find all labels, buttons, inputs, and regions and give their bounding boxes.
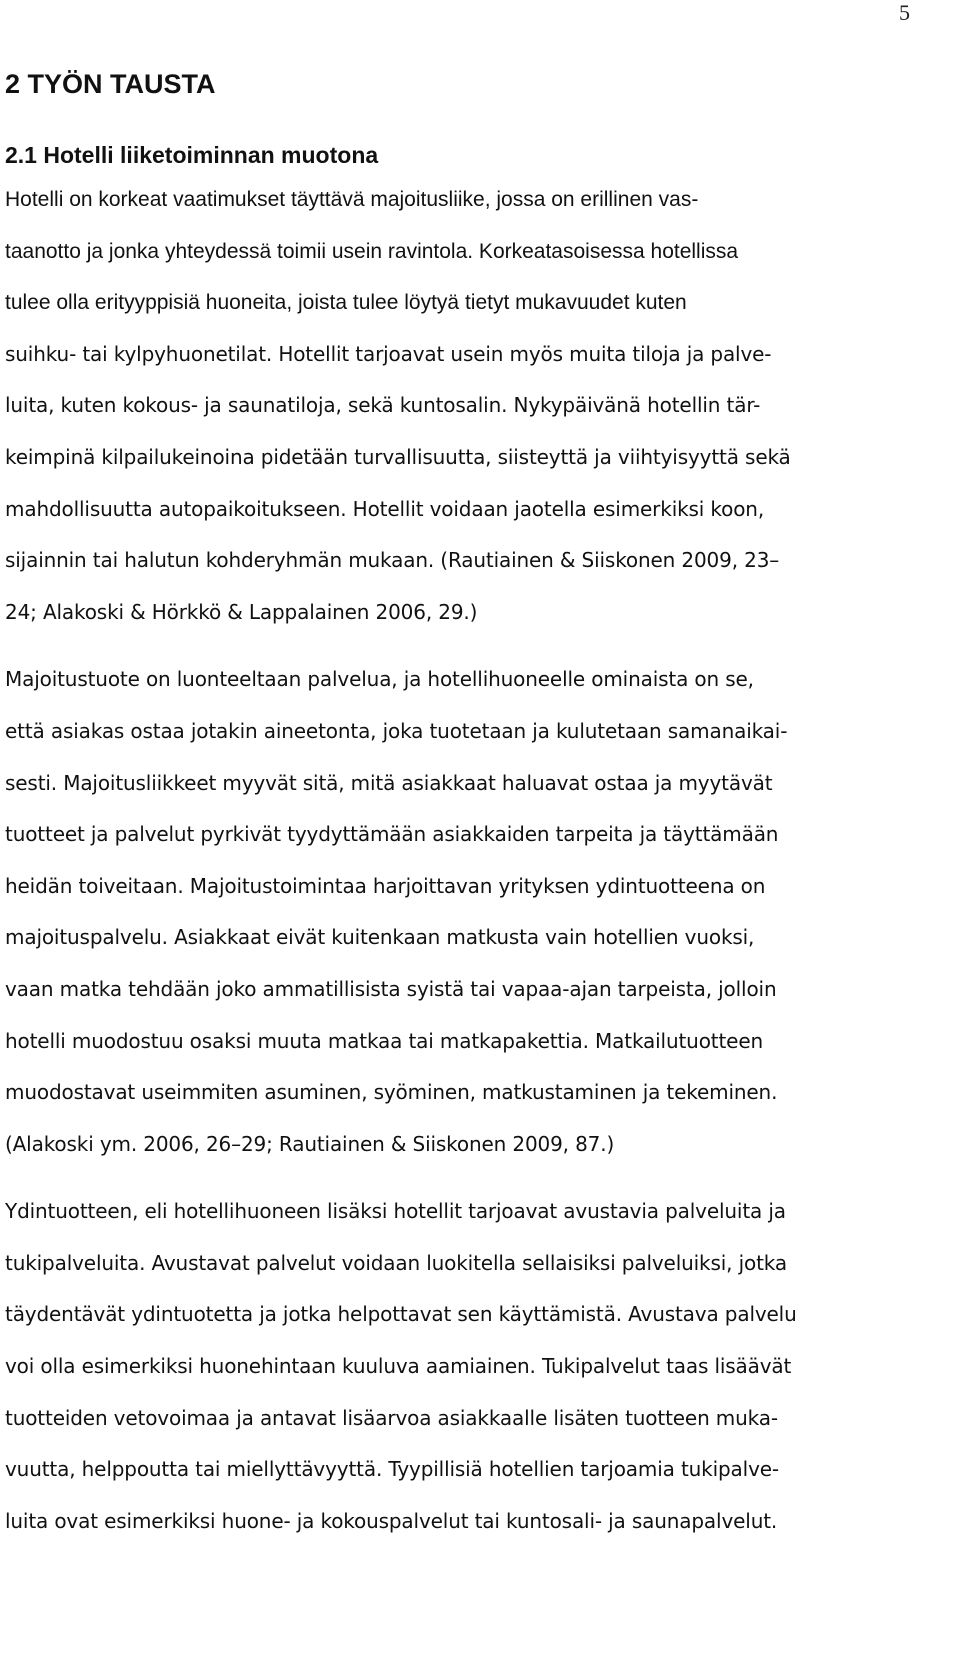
text-line: taanotto ja jonka yhteydessä toimii usein ravintola. Korkeatasoisessa hotellissa xyxy=(5,239,739,263)
text-line: luita, kuten kokous- ja saunatiloja, sekä kuntosalin. Nykypäivänä hotellin tär- xyxy=(5,393,761,418)
text-line: luita ovat esimerkiksi huone- ja kokouspalvelut tai kuntosali- ja saunapalvelut. xyxy=(5,1508,778,1533)
text-line: keimpinä kilpailukeinoina pidetään turvallisuutta, siisteyttä ja viihtyisyyttä sekä xyxy=(5,444,791,469)
text-line: Hotelli on korkeat vaatimukset täyttävä majoitusliike, jossa on erillinen vas- xyxy=(5,188,699,211)
page-number: 5 xyxy=(899,0,910,25)
text-line: heidän toiveitaan. Majoitustoimintaa harjoittavan yrityksen ydintuotteena on xyxy=(5,873,766,898)
text-line: majoituspalvelu. Asiakkaat eivät kuitenkaan matkusta vain hotellien vuoksi, xyxy=(5,925,755,950)
text-line: suihku- tai kylpyhuonetilat. Hotellit tarjoavat usein myös muita tiloja ja palve- xyxy=(5,341,772,366)
document-body xyxy=(5,58,905,1547)
text-line: tuotteet ja palvelut pyrkivät tyydyttämään asiakkaiden tarpeita ja täyttämään xyxy=(5,822,779,847)
text-line: Majoitustuote on luonteeltaan palvelua, ja hotellihuoneelle ominaista on se, xyxy=(5,667,754,692)
paragraph-1 xyxy=(5,174,905,638)
section-heading: 2.1 Hotelli liiketoiminnan muotona xyxy=(5,142,379,168)
text-line: että asiakas ostaa jotakin aineetonta, joka tuotetaan ja kulutetaan samanaikai- xyxy=(5,718,788,743)
text-line: tuotteiden vetovoimaa ja antavat lisäarvoa asiakkaalle lisäten tuotteen muka- xyxy=(5,1405,778,1430)
text-line: voi olla esimerkiksi huonehintaan kuuluva aamiainen. Tukipalvelut taas lisäävät xyxy=(5,1354,792,1379)
text-line: (Alakoski ym. 2006, 26–29; Rautiainen & Siiskonen 2009, 87.) xyxy=(5,1131,615,1156)
text-line: vuutta, helppoutta tai miellyttävyyttä. Tyypillisiä hotellien tarjoamia tukipalve- xyxy=(5,1457,779,1482)
text-line: täydentävät ydintuotetta ja jotka helpottavat sen käyttämistä. Avustava palvelu xyxy=(5,1302,797,1327)
text-line: muodostavat useimmiten asuminen, syöminen, matkustaminen ja tekeminen. xyxy=(5,1080,778,1105)
text-line: hotelli muodostuu osaksi muuta matkaa tai matkapakettia. Matkailutuotteen xyxy=(5,1028,763,1053)
text-line: 24; Alakoski & Hörkkö & Lappalainen 2006, 29.) xyxy=(5,599,478,624)
text-line: tulee olla erityyppisiä huoneita, joista tulee löytyä tietyt mukavuudet kuten xyxy=(5,291,687,315)
text-line: Ydintuotteen, eli hotellihuoneen lisäksi hotellit tarjoavat avustavia palveluita ja xyxy=(5,1199,786,1224)
text-line: tukipalveluita. Avustavat palvelut voidaan luokitella sellaisiksi palveluiksi, jotka xyxy=(5,1250,787,1275)
text-line: vaan matka tehdään joko ammatillisista syistä tai vapaa-ajan tarpeista, jolloin xyxy=(5,976,777,1001)
text-line: mahdollisuutta autopaikoitukseen. Hotellit voidaan jaotella esimerkiksi koon, xyxy=(5,496,765,521)
chapter-heading: 2 TYÖN TAUSTA xyxy=(5,69,216,99)
paragraph-2 xyxy=(5,654,905,1170)
text-line: sesti. Majoitusliikkeet myyvät sitä, mitä asiakkaat haluavat ostaa ja myytävät xyxy=(5,770,773,795)
text-line: sijainnin tai halutun kohderyhmän mukaan. (Rautiainen & Siiskonen 2009, 23– xyxy=(5,548,780,573)
paragraph-3 xyxy=(5,1186,905,1547)
